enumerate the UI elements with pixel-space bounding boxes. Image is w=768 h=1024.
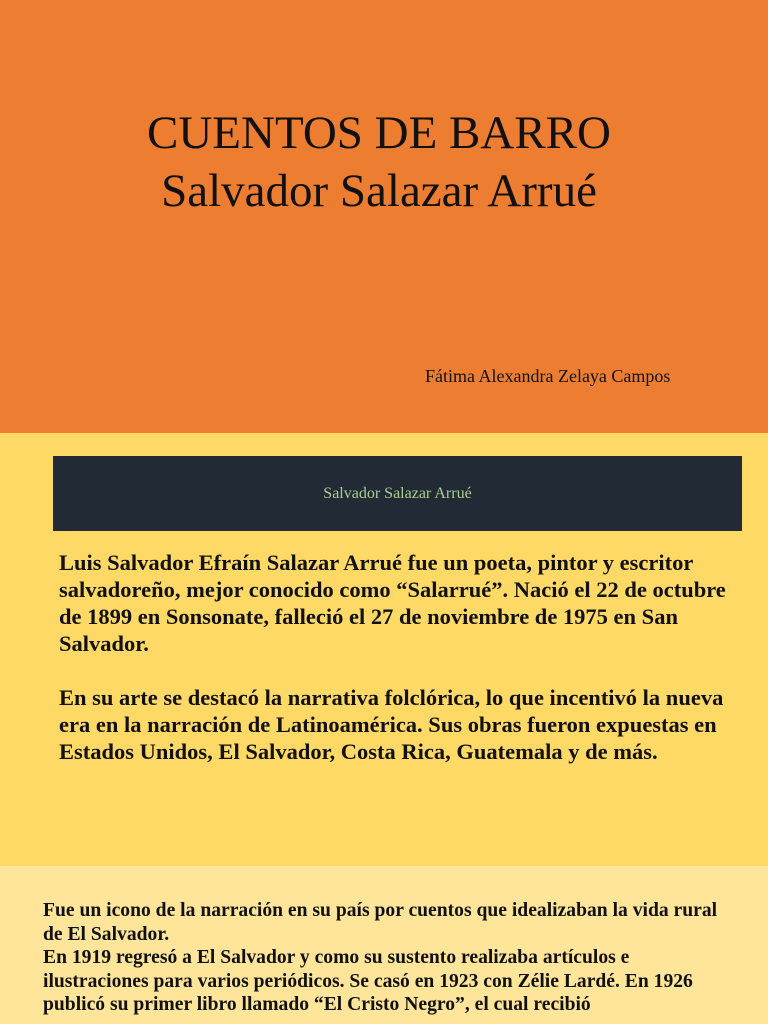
title-slide: [0, 0, 768, 433]
career-paragraph: En 1919 regresó a El Salvador y como su sustento realizaba artículos e ilustraciones para varios periódicos. Se casó en 1923 con Zélie Lardé. En 1926 publicó su primer libro llamado “El Cristo Negro”, el cual recibió: [43, 947, 693, 1015]
author-name: Fátima Alexandra Zelaya Campos: [425, 366, 671, 386]
biography-text: [59, 549, 739, 765]
banner-title: Salvador Salazar Arrué: [323, 484, 472, 502]
section-banner: [53, 456, 742, 531]
career-slide: [0, 866, 768, 1024]
career-text: [43, 899, 733, 1017]
biography-paragraph: Luis Salvador Efraín Salazar Arrué fue un poeta, pintor y escritor salvadoreño, mejor conocido como “Salarrué”. Nació el 22 de octubre de 1899 en Sonsonate, falleció el 27 de noviembre de 1975 en San Salvador.: [59, 550, 726, 656]
biography-paragraph: En su arte se destacó la narrativa folclórica, lo que incentivó la nueva era en la narración de Latinoamérica. Sus obras fueron expuestas en Estados Unidos, El Salvador, Costa Rica, Guatemala y de más.: [59, 685, 724, 764]
career-paragraph: Fue un icono de la narración en su país por cuentos que idealizaban la vida rural de El Salvador.: [43, 900, 718, 945]
slide-subtitle: Salvador Salazar Arrué: [161, 165, 597, 217]
slide-title: CUENTOS DE BARRO: [147, 107, 611, 159]
biography-slide: [0, 433, 768, 866]
